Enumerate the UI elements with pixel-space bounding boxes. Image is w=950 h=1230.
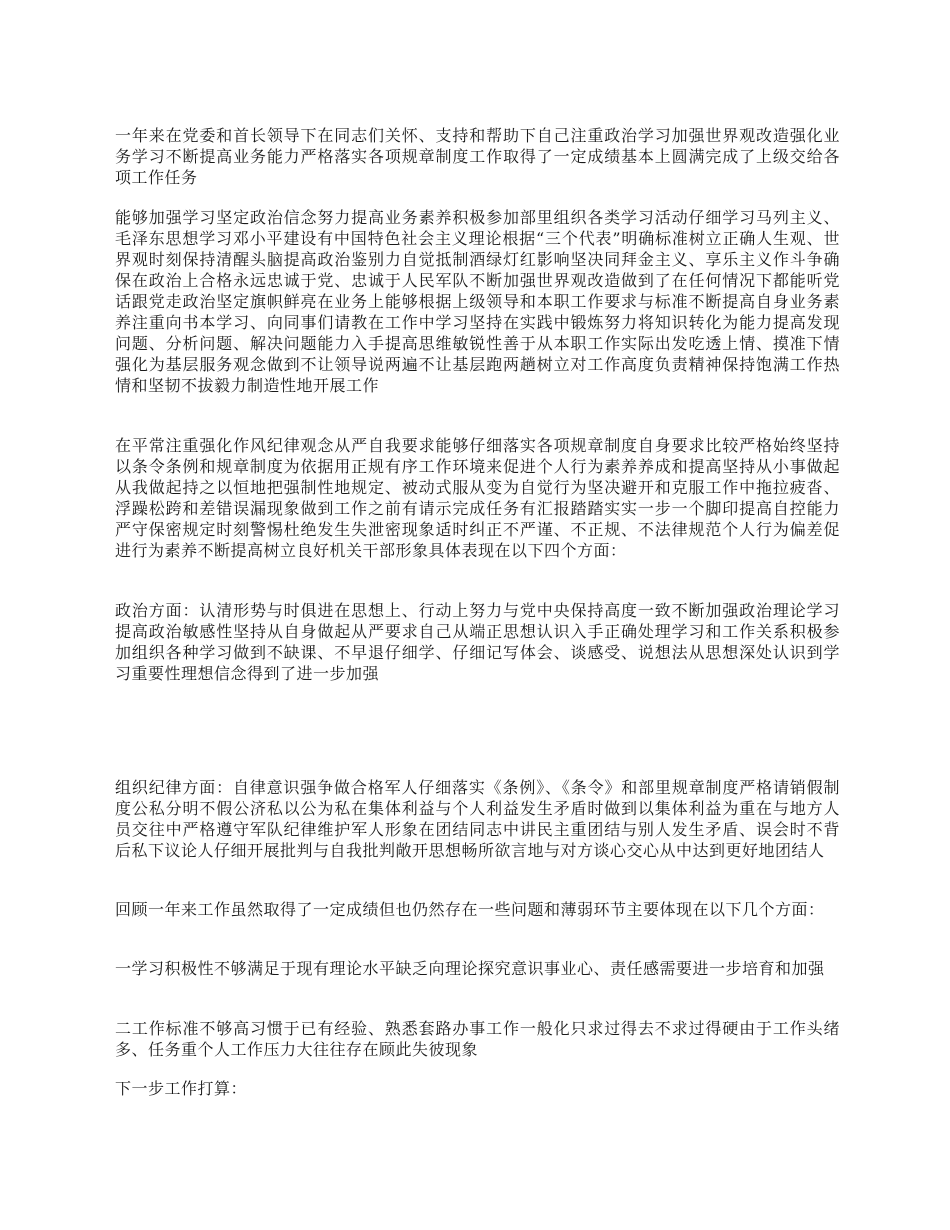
paragraph-study: 能够加强学习坚定政治信念努力提高业务素养积极参加部里组织各类学习活动仔细学习马列主义、毛泽东思想学习邓小平建设有中国特色社会主义理论根据“三个代表”明确标准树立正确人生观、世界观时刻保持清醒头脑提高政治鉴别力自觉抵制酒绿灯红影响坚决同拜金主义、享乐主义作斗争确保在政治上合格永远忠诚于党、忠诚于人民军队不断加强世界观改造做到了在任何情况下都能听党话跟党走政治坚定旗帜鲜亮在业务上能够根据上级领导和本职工作要求与标准不断提高自身业务素养注重向书本学习、向同事们请教在工作中学习坚持在实践中锻炼努力将知识转化为能力提高发现问题、分析问题、解决问题能力入手提高思维敏锐性善于从本职工作实际出发吃透上情、摸准下情强化为基层服务观念做到不让领导说两遍不让基层跑两趟树立对工作高度负责精神保持饱满工作热情和坚韧不拔毅力制造性地开展工作 (115, 208, 840, 395)
paragraph-discipline: 在平常注重强化作风纪律观念从严自我要求能够仔细落实各项规章制度自身要求比较严格始终坚持以条令条例和规章制度为依据用正规有序工作环境来促进个人行为素养养成和提高坚持从小事做起从我做起持之以恒地把强制性地规定、被动式服从变为自觉行为坚决避开和克服工作中拖拉疲沓、浮躁松跨和差错误漏现象做到工作之前有请示完成任务有汇报踏踏实实一步一个脚印提高自控能力严守保密规定时刻警惕杜绝发生失泄密现象适时纠正不严谨、不正规、不法律规范个人行为偏差促进行为素养不断提高树立良好机关干部形象具体表现在以下四个方面： (115, 436, 840, 560)
paragraph-issue-two: 二工作标准不够高习惯于已有经验、熟悉套路办事工作一般化只求过得去不求过得硬由于工作头绪多、任务重个人工作压力大往往存在顾此失彼现象 (115, 1019, 840, 1059)
paragraph-issue-one: 一学习积极性不够满足于现有理论水平缺乏向理论探究意识事业心、责任感需要进一步培育和加强 (115, 959, 825, 978)
paragraph-summary: 一年来在党委和首长领导下在同志们关怀、支持和帮助下自己注重政治学习加强世界观改造强化业务学习不断提高业务能力严格落实各项规章制度工作取得了一定成绩基本上圆满完成了上级交给各项工作任务 (115, 126, 840, 187)
paragraph-review: 回顾一年来工作虽然取得了一定成绩但也仍然存在一些问题和薄弱环节主要体现在以下几个方面： (115, 900, 825, 919)
paragraph-next-plan: 下一步工作打算： (115, 1079, 248, 1098)
paragraph-political: 政治方面：认清形势与时俱进在思想上、行动上努力与党中央保持高度一致不断加强政治理论学习提高政治敏感性坚持从自身做起从严要求自己从端正思想认识入手正确处理学习和工作关系积极参加组织各种学习做到不缺课、不早退仔细学、仔细记写体会、谈感受、说想法从思想深处认识到学习重要性理想信念得到了进一步加强 (115, 601, 840, 683)
paragraph-organization: 组织纪律方面：自律意识强争做合格军人仔细落实《条例》、《条令》和部里规章制度严格请销假制度公私分明不假公济私以公为私在集体利益与个人利益发生矛盾时做到以集体利益为重在与地方人员交往中严格遵守军队纪律维护军人形象在团结同志中讲民主重团结与别人发生矛盾、误会时不背后私下议论人仔细开展批判与自我批判敞开思想畅所欲言地与对方谈心交心从中达到更好地团结人 (115, 778, 840, 860)
